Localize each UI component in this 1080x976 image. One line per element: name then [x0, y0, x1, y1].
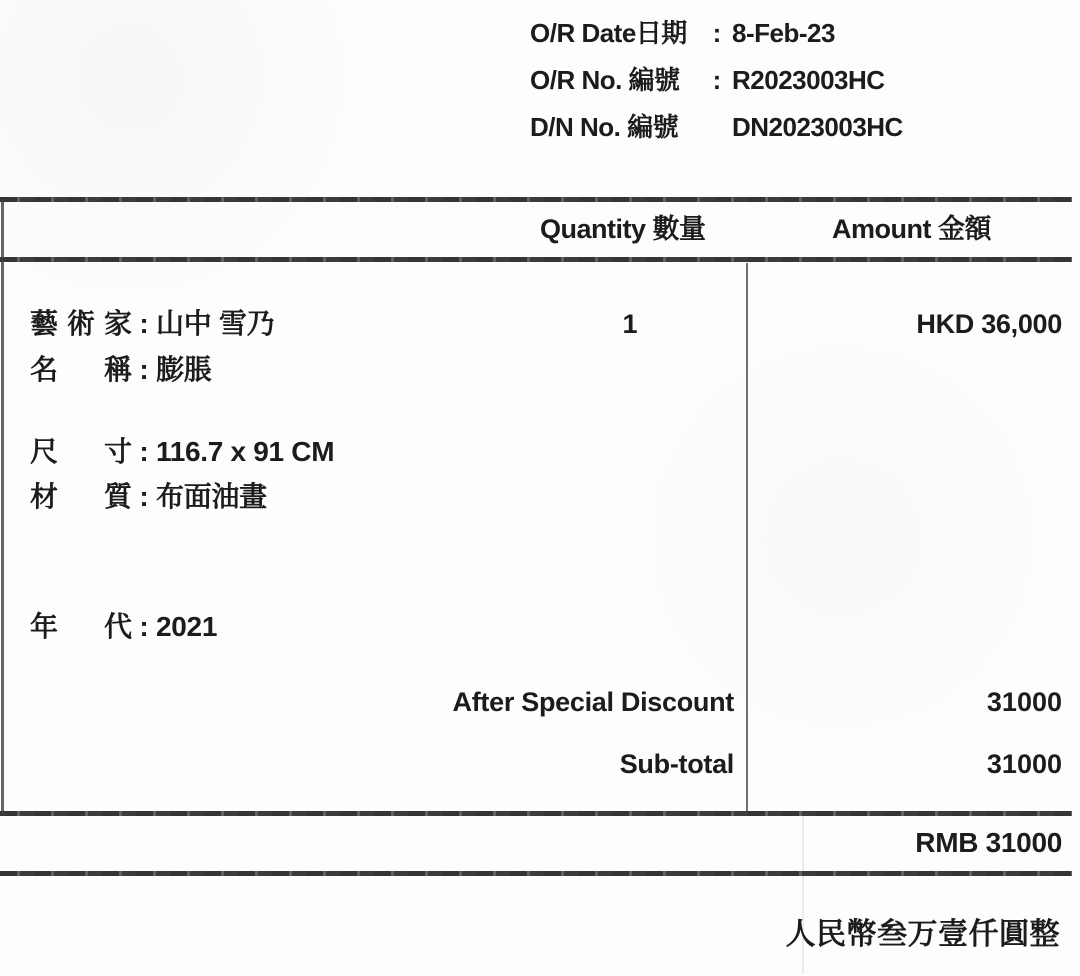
title-value: 膨脹 — [156, 354, 212, 385]
artist-label: 藝術家 — [30, 308, 132, 339]
artist-value: 山中 雪乃 — [156, 308, 275, 339]
year-row — [30, 610, 217, 644]
table-left-border — [1, 199, 4, 815]
or-number-colon: : — [712, 65, 722, 95]
amount-in-words: 人民幣叁万壹仟圓整 — [785, 918, 1060, 951]
after-special-discount-value: 31000 — [986, 687, 1062, 717]
year-label: 年 代 — [30, 611, 132, 642]
material-label: 材 質 — [30, 481, 132, 512]
document-header-block — [530, 18, 903, 142]
material-colon: : — [139, 481, 149, 512]
grand-total: RMB 31000 — [915, 827, 1062, 858]
artist-row — [30, 307, 274, 341]
size-label: 尺 寸 — [30, 436, 132, 467]
material-row — [30, 480, 267, 514]
or-date-label: O/R Date日期 — [530, 18, 687, 48]
size-value: 116.7 x 91 CM — [156, 436, 335, 467]
item-quantity: 1 — [622, 309, 638, 339]
item-amount: HKD 36,000 — [916, 309, 1062, 339]
amount-column-header: Amount 金額 — [832, 214, 991, 244]
size-colon: : — [139, 436, 149, 467]
table-header-bottom-rule — [0, 257, 1072, 262]
amount-column-divider — [746, 263, 748, 811]
sub-total-value: 31000 — [986, 749, 1062, 779]
title-label: 名 稱 — [30, 354, 132, 385]
or-date-colon: : — [712, 18, 722, 48]
dn-number-label: D/N No. 編號 — [530, 112, 679, 142]
or-number-row — [530, 65, 903, 95]
year-colon: : — [139, 611, 149, 642]
sub-total-label: Sub-total — [619, 749, 734, 779]
total-bottom-rule — [0, 871, 1072, 876]
dn-number-row — [530, 112, 903, 142]
or-number-label: O/R No. 編號 — [530, 65, 680, 95]
title-row — [30, 353, 211, 387]
table-body-bottom-rule — [0, 811, 1072, 816]
or-date-row — [530, 18, 903, 48]
after-special-discount-label: After Special Discount — [452, 687, 734, 717]
dn-number-value: DN2023003HC — [732, 112, 903, 142]
title-colon: : — [139, 354, 149, 385]
quantity-column-header: Quantity 數量 — [540, 214, 706, 244]
table-top-rule — [0, 197, 1072, 202]
or-number-value: R2023003HC — [732, 65, 885, 95]
material-value: 布面油畫 — [156, 481, 267, 512]
size-row — [30, 435, 334, 469]
artist-colon: : — [139, 308, 149, 339]
or-date-value: 8-Feb-23 — [732, 18, 835, 48]
year-value: 2021 — [156, 611, 218, 642]
